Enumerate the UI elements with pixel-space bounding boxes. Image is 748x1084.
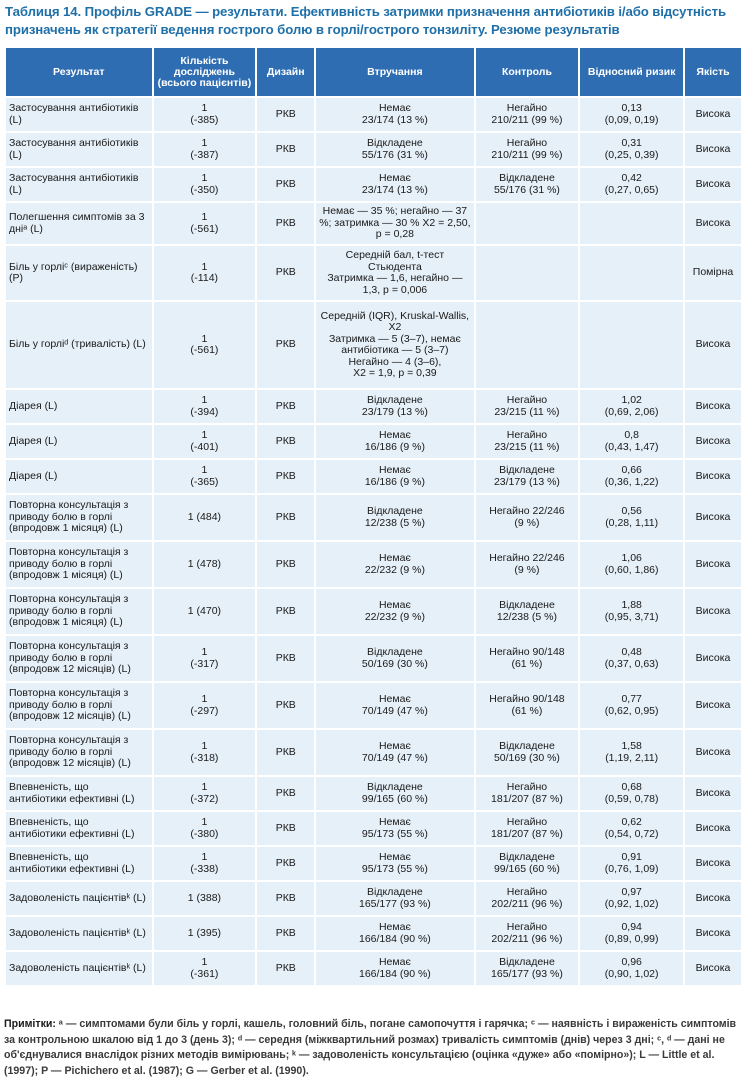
cell-design: РКВ	[257, 390, 314, 423]
cell-studies: 1 (-338)	[154, 847, 256, 880]
cell-studies: 1 (-297)	[154, 683, 256, 728]
table-row	[6, 882, 741, 915]
cell-result: Діарея (L)	[6, 425, 152, 458]
cell-intervention: Немає 23/174 (13 %)	[316, 98, 473, 131]
table-row	[6, 589, 741, 634]
header-control: Контроль	[476, 48, 579, 96]
cell-intervention: Немає 16/186 (9 %)	[316, 425, 473, 458]
cell-design: РКВ	[257, 425, 314, 458]
cell-intervention: Відкладене 99/165 (60 %)	[316, 777, 473, 810]
cell-studies: 1 (-365)	[154, 460, 256, 493]
cell-design: РКВ	[257, 730, 314, 775]
table-row	[6, 636, 741, 681]
cell-result: Застосування антибіотиків (L)	[6, 133, 152, 166]
table-row	[6, 390, 741, 423]
cell-control	[476, 246, 579, 300]
cell-studies: 1 (-561)	[154, 302, 256, 388]
table-row	[6, 777, 741, 810]
cell-intervention: Відкладене 55/176 (31 %)	[316, 133, 473, 166]
cell-result: Задоволеність пацієнтівᵏ (L)	[6, 917, 152, 950]
cell-relative-risk: 0,97 (0,92, 1,02)	[580, 882, 683, 915]
cell-design: РКВ	[257, 636, 314, 681]
cell-relative-risk: 0,66 (0,36, 1,22)	[580, 460, 683, 493]
cell-studies: 1 (395)	[154, 917, 256, 950]
cell-intervention: Відкладене 23/179 (13 %)	[316, 390, 473, 423]
cell-relative-risk: 0,31 (0,25, 0,39)	[580, 133, 683, 166]
table-row	[6, 133, 741, 166]
cell-quality: Висока	[685, 133, 741, 166]
cell-quality: Висока	[685, 917, 741, 950]
cell-quality: Висока	[685, 168, 741, 201]
cell-control: Негайно 210/211 (99 %)	[476, 98, 579, 131]
cell-quality: Висока	[685, 952, 741, 985]
cell-design: РКВ	[257, 460, 314, 493]
cell-quality: Помірна	[685, 246, 741, 300]
cell-result: Повторна консультація з приводу болю в горлі (впродовж 12 місяців) (L)	[6, 636, 152, 681]
cell-quality: Висока	[685, 812, 741, 845]
cell-relative-risk: 1,58 (1,19, 2,11)	[580, 730, 683, 775]
cell-result: Застосування антибіотиків (L)	[6, 168, 152, 201]
table-notes	[4, 1017, 744, 1079]
table-row	[6, 542, 741, 587]
cell-studies: 1 (-385)	[154, 98, 256, 131]
cell-intervention: Немає 70/149 (47 %)	[316, 683, 473, 728]
cell-control: Негайно 210/211 (99 %)	[476, 133, 579, 166]
cell-control: Відкладене 50/169 (30 %)	[476, 730, 579, 775]
cell-quality: Висока	[685, 390, 741, 423]
cell-design: РКВ	[257, 203, 314, 244]
cell-result: Діарея (L)	[6, 390, 152, 423]
cell-relative-risk	[580, 203, 683, 244]
cell-control: Негайно 90/148 (61 %)	[476, 683, 579, 728]
cell-intervention: Немає 95/173 (55 %)	[316, 812, 473, 845]
cell-quality: Висока	[685, 847, 741, 880]
cell-quality: Висока	[685, 636, 741, 681]
cell-studies: 1 (470)	[154, 589, 256, 634]
cell-quality: Висока	[685, 460, 741, 493]
cell-studies: 1 (-394)	[154, 390, 256, 423]
cell-intervention: Немає 22/232 (9 %)	[316, 589, 473, 634]
table-row	[6, 812, 741, 845]
notes-label: Примітки:	[4, 1018, 56, 1030]
cell-control	[476, 203, 579, 244]
cell-result: Повторна консультація з приводу болю в горлі (впродовж 1 місяця) (L)	[6, 589, 152, 634]
cell-result: Застосування антибіотиків (L)	[6, 98, 152, 131]
cell-control: Негайно 181/207 (87 %)	[476, 812, 579, 845]
cell-design: РКВ	[257, 589, 314, 634]
cell-relative-risk: 0,96 (0,90, 1,02)	[580, 952, 683, 985]
cell-result: Повторна консультація з приводу болю в горлі (впродовж 12 місяців) (L)	[6, 683, 152, 728]
cell-studies: 1 (478)	[154, 542, 256, 587]
cell-quality: Висока	[685, 730, 741, 775]
cell-relative-risk	[580, 302, 683, 388]
cell-control: Негайно 23/215 (11 %)	[476, 390, 579, 423]
cell-quality: Висока	[685, 882, 741, 915]
header-design: Дизайн	[257, 48, 314, 96]
cell-quality: Висока	[685, 98, 741, 131]
cell-intervention: Немає — 35 %; негайно — 37 %; затримка — 30 % X2 = 2,50, p = 0,28	[316, 203, 473, 244]
cell-intervention: Відкладене 12/238 (5 %)	[316, 495, 473, 540]
cell-control: Негайно 23/215 (11 %)	[476, 425, 579, 458]
table-row	[6, 917, 741, 950]
cell-intervention: Немає 166/184 (90 %)	[316, 952, 473, 985]
cell-design: РКВ	[257, 917, 314, 950]
cell-result: Діарея (L)	[6, 460, 152, 493]
cell-intervention: Середній (IQR), Kruskal-Wallis, X2 Затримка — 5 (3–7), немає антибіотика — 5 (3–7) Негайно — 4 (3–6), X2 = 1,9, p = 0,39	[316, 302, 473, 388]
table-row	[6, 98, 741, 131]
grade-results-table	[4, 46, 743, 987]
cell-relative-risk: 0,68 (0,59, 0,78)	[580, 777, 683, 810]
cell-control	[476, 302, 579, 388]
cell-studies: 1 (484)	[154, 495, 256, 540]
cell-design: РКВ	[257, 133, 314, 166]
cell-studies: 1 (-401)	[154, 425, 256, 458]
table-row	[6, 683, 741, 728]
cell-result: Задоволеність пацієнтівᵏ (L)	[6, 952, 152, 985]
cell-intervention: Відкладене 50/169 (30 %)	[316, 636, 473, 681]
cell-design: РКВ	[257, 847, 314, 880]
cell-quality: Висока	[685, 542, 741, 587]
cell-design: РКВ	[257, 98, 314, 131]
cell-studies: 1 (-561)	[154, 203, 256, 244]
cell-studies: 1 (388)	[154, 882, 256, 915]
cell-design: РКВ	[257, 952, 314, 985]
header-relative-risk: Відносний ризик	[580, 48, 683, 96]
cell-quality: Висока	[685, 589, 741, 634]
cell-result: Повторна консультація з приводу болю в горлі (впродовж 1 місяця) (L)	[6, 495, 152, 540]
cell-studies: 1 (-317)	[154, 636, 256, 681]
cell-relative-risk: 0,42 (0,27, 0,65)	[580, 168, 683, 201]
table-row	[6, 460, 741, 493]
cell-relative-risk: 1,06 (0,60, 1,86)	[580, 542, 683, 587]
cell-result: Повторна консультація з приводу болю в горлі (впродовж 1 місяця) (L)	[6, 542, 152, 587]
table-row	[6, 952, 741, 985]
cell-relative-risk: 0,91 (0,76, 1,09)	[580, 847, 683, 880]
table-row	[6, 847, 741, 880]
cell-relative-risk: 0,94 (0,89, 0,99)	[580, 917, 683, 950]
table-row	[6, 168, 741, 201]
cell-relative-risk: 0,56 (0,28, 1,11)	[580, 495, 683, 540]
cell-relative-risk: 0,8 (0,43, 1,47)	[580, 425, 683, 458]
cell-relative-risk	[580, 246, 683, 300]
cell-design: РКВ	[257, 168, 314, 201]
cell-control: Негайно 22/246 (9 %)	[476, 495, 579, 540]
table-row	[6, 203, 741, 244]
table-title: Таблиця 14. Профіль GRADE — результати. Ефективність затримки призначення антибіотиків і/або відсутність призначень як стратегії ведення гострого болю в горлі/гострого тонзиліту. Резюме результатів	[5, 4, 726, 37]
cell-design: РКВ	[257, 495, 314, 540]
table-row	[6, 302, 741, 388]
cell-design: РКВ	[257, 246, 314, 300]
table-row	[6, 495, 741, 540]
table-row	[6, 730, 741, 775]
cell-quality: Висока	[685, 777, 741, 810]
cell-relative-risk: 0,13 (0,09, 0,19)	[580, 98, 683, 131]
cell-result: Біль у горліᵈ (тривалість) (L)	[6, 302, 152, 388]
cell-relative-risk: 0,62 (0,54, 0,72)	[580, 812, 683, 845]
notes-text: ᵃ — симптомами були біль у горлі, кашель, головний біль, погане самопочуття і гарячка; ᶜ — наявність і вираженість симптомів за контрольною шкалою від 1 до 3 (день 3); ᵈ — середня (міжквартильний розмах) тривалість симптомів (днів) через 3 дні; ᶜ, ᵈ — дані не об'єднувалися внаслідок різних методів вимірювань; ᵏ — задоволеність консультацією (оцінка «дуже» або «помірно»); L — Little et al. (1997); P — Pichichero et al. (1987); G — Gerber et al. (1990).	[4, 1018, 737, 1077]
table-row	[6, 246, 741, 300]
cell-relative-risk: 0,77 (0,62, 0,95)	[580, 683, 683, 728]
cell-control: Відкладене 23/179 (13 %)	[476, 460, 579, 493]
cell-studies: 1 (-380)	[154, 812, 256, 845]
cell-result: Повторна консультація з приводу болю в горлі (впродовж 12 місяців) (L)	[6, 730, 152, 775]
cell-studies: 1 (-318)	[154, 730, 256, 775]
cell-intervention: Немає 22/232 (9 %)	[316, 542, 473, 587]
cell-quality: Висока	[685, 425, 741, 458]
cell-control: Негайно 202/211 (96 %)	[476, 917, 579, 950]
cell-intervention: Немає 23/174 (13 %)	[316, 168, 473, 201]
cell-quality: Висока	[685, 203, 741, 244]
cell-intervention: Немає 166/184 (90 %)	[316, 917, 473, 950]
cell-design: РКВ	[257, 683, 314, 728]
cell-design: РКВ	[257, 882, 314, 915]
cell-control: Негайно 202/211 (96 %)	[476, 882, 579, 915]
cell-studies: 1 (-350)	[154, 168, 256, 201]
cell-result: Полегшення симптомів за 3 дніᵃ (L)	[6, 203, 152, 244]
cell-intervention: Немає 95/173 (55 %)	[316, 847, 473, 880]
header-row	[6, 48, 741, 96]
cell-intervention: Немає 70/149 (47 %)	[316, 730, 473, 775]
cell-control: Негайно 90/148 (61 %)	[476, 636, 579, 681]
cell-control: Відкладене 165/177 (93 %)	[476, 952, 579, 985]
cell-design: РКВ	[257, 542, 314, 587]
cell-intervention: Немає 16/186 (9 %)	[316, 460, 473, 493]
cell-intervention: Відкладене 165/177 (93 %)	[316, 882, 473, 915]
cell-control: Відкладене 12/238 (5 %)	[476, 589, 579, 634]
cell-control: Відкладене 99/165 (60 %)	[476, 847, 579, 880]
cell-design: РКВ	[257, 812, 314, 845]
cell-studies: 1 (-387)	[154, 133, 256, 166]
header-studies: Кількість досліджень (всього пацієнтів)	[154, 48, 256, 96]
cell-control: Відкладене 55/176 (31 %)	[476, 168, 579, 201]
cell-relative-risk: 1,02 (0,69, 2,06)	[580, 390, 683, 423]
cell-studies: 1 (-372)	[154, 777, 256, 810]
cell-control: Негайно 22/246 (9 %)	[476, 542, 579, 587]
cell-result: Впевненість, що антибіотики ефективні (L)	[6, 812, 152, 845]
cell-result: Впевненість, що антибіотики ефективні (L)	[6, 847, 152, 880]
cell-design: РКВ	[257, 777, 314, 810]
header-quality: Якість	[685, 48, 741, 96]
cell-design: РКВ	[257, 302, 314, 388]
header-result: Результат	[6, 48, 152, 96]
cell-studies: 1 (-114)	[154, 246, 256, 300]
cell-result: Біль у горліᶜ (вираженість) (P)	[6, 246, 152, 300]
cell-quality: Висока	[685, 683, 741, 728]
cell-quality: Висока	[685, 302, 741, 388]
cell-relative-risk: 0,48 (0,37, 0,63)	[580, 636, 683, 681]
cell-intervention: Середній бал, t-тест Стьюдента Затримка — 1,6, негайно — 1,3, p = 0,006	[316, 246, 473, 300]
cell-relative-risk: 1,88 (0,95, 3,71)	[580, 589, 683, 634]
table-row	[6, 425, 741, 458]
header-intervention: Втручання	[316, 48, 473, 96]
cell-quality: Висока	[685, 495, 741, 540]
cell-control: Негайно 181/207 (87 %)	[476, 777, 579, 810]
cell-result: Задоволеність пацієнтівᵏ (L)	[6, 882, 152, 915]
cell-studies: 1 (-361)	[154, 952, 256, 985]
cell-result: Впевненість, що антибіотики ефективні (L)	[6, 777, 152, 810]
